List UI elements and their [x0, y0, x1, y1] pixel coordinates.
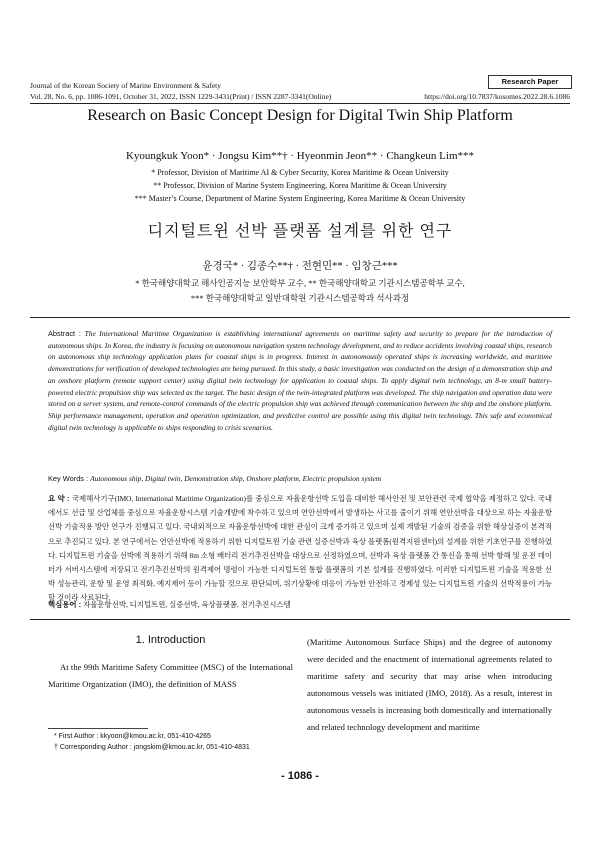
korean-title: 디지털트윈 선박 플랫폼 설계를 위한 연구: [147, 223, 453, 240]
footnote-corresponding-author: † Corresponding Author : jongskim@kmou.ac.kr, 051-410-4831: [54, 744, 250, 751]
body-rule: [30, 619, 570, 620]
footnote-rule: [48, 728, 148, 729]
header-rule: [30, 103, 570, 104]
abstract: [48, 328, 552, 433]
korean-abstract: [48, 492, 552, 606]
doi-link[interactable]: https://doi.org/10.7837/kosomes.2022.28.6.1086: [424, 92, 570, 101]
korean-abstract-text: 국제해사기구(IMO, International Maritime Organization)를 중심으로 자율운항선박 도입을 대비한 해사안전 및 보안관련 국제 협약을 제정하고 있다. 국내에서도 선급 및 산업체를 중심으로 자율운항시스템 기술개발에 착수하고 있으며 연안선박에서 발생하는 사고를 줄이기 위해 연안선박을 대상으로 하는 자율운항선박 기술적용 방안 연구가 진행되고 있다. 국내외적으로 자율운항선박에 대한 관심이 크게 증가하고 있으며 실제 개발된 기술의 검증을 위한 해상실증이 본격적으로 추진되고 있다. 본 연구에서는 연안선박에 적용하기 위한 디지털트윈 기술 관련 실증선박과 육상 플랫폼(원격지원센터)의 설계를 위한 기초연구를 진행하였다. 디지털트윈 기술을 선박에 적용하기 위해 8m 소형 배터리 전기추진선박을 대상으로 선정하였으며, 선박과 육상 플랫폼 간 통신을 통해 선박 항해 및 운전 데이터가 서버시스템에 저장되고 전기추진선박의 원격제어 명령이 가능한 디지털트윈 통합 플랫폼의 기본 설계를 진행하였다. 이러한 디지털트윈 기술을 적용한 선박 성능관리, 운항 및 운영 최적화, 예지제어 등이 가능할 것으로 판단되며, 위기상황에 대응이 가능한 안전하고 경제성 있는 디지털트윈 기술의 선박적용이 가능할 것이라 사료된다.: [48, 494, 553, 603]
keywords-text: Autonomous ship, Digital twin, Demonstration ship, Onshore platform, Electric propulsion system: [90, 474, 382, 483]
affiliation-2: ** Professor, Division of Marine System Engineering, Korea Maritime & Ocean University: [153, 181, 447, 190]
section-heading: 1. Introduction: [135, 634, 206, 646]
body-column-left: [48, 659, 293, 693]
affiliation-1: * Professor, Division of Maritime AI & Cyber Security, Korea Maritime & Ocean University: [151, 168, 449, 177]
korean-keywords-label: 핵심용어 :: [48, 600, 84, 609]
journal-citation: Vol. 28, No. 6, pp. 1086-1091, October 31, 2022, ISSN 1229-3431(Print) / ISSN 2287-3341(Online): [30, 92, 332, 101]
korean-affiliation-1: * 한국해양대학교 해사인공지능 보안학부 교수, ** 한국해양대학교 기관시스템공학부 교수,: [135, 278, 465, 288]
research-paper-badge: Research Paper: [488, 75, 572, 89]
page-number: - 1086 -: [281, 770, 319, 782]
korean-author-list: 윤경국* · 김종수**† · 전현민** · 임창근***: [202, 261, 398, 272]
section-rule: [30, 317, 570, 318]
korean-keywords-text: 자율운항선박, 디지털트윈, 실증선박, 육상플랫폼, 전기추진시스템: [83, 600, 291, 609]
footnote-first-author: * First Author : kkyoon@kmou.ac.kr, 051-410-4265: [54, 733, 211, 740]
body-column-right: (Maritime Autonomous Surface Ships) and the degree of autonomy were decided and the enactment of international agreements related to maritime safety and security that may arise when introducing autonomous vessels was initiated (IMO, 2018). As a result, interest in autonomous vessels is increasing both domestically and internationally and related technology development and maritime: [307, 637, 552, 732]
korean-abstract-label: 요 약 :: [48, 494, 72, 503]
abstract-text: The International Maritime Organization is establishing international agreements on maritime safety and security to prepare for the introduction of autonomous ships. In Korea, the industry is focusing on autonomous navigation system technology development, and to reduce accidents involving coastal ships, research on autonomous ship technology application plans for coastal ships is in progress. Interest in autonomously operated ships is increasing worldwide, and maritime demonstrations for verification of developed technologies are being pursued. In this study, a basic investigation was conducted on the design of a demonstration ship and an onshore platform (remote support center) using digital twin technology for application to coastal ships. To apply digital twin technology, an 8-m small battery-powered electric propulsion ship was selected as the target. The basic design of the twin-integrated platform was developed. The ship navigation and operation data were stored on a server system, and remote-control commands of the electric propulsion ship was achieved through communication between the ship and the onshore platform. Ship performance management, operation and operation optimization, and predictive control are possible using this digital twin technology. This safe and economical digital twin technology is applicable to ships responding to crisis scenarios.: [48, 329, 552, 432]
keywords-label: Key Words :: [48, 474, 91, 483]
keywords: [48, 474, 552, 483]
affiliation-3: *** Master’s Course, Department of Marine System Engineering, Korea Maritime & Ocean University: [134, 194, 466, 203]
body-paragraph-left: At the 99th Maritime Safety Committee (MSC) of the International Maritime Organization (IMO), the definition of MASS: [48, 662, 293, 689]
korean-affiliation-2: *** 한국해양대학교 일반대학원 기관시스템공학과 석사과정: [190, 293, 410, 303]
author-list: Kyoungkuk Yoon* · Jongsu Kim**† · Hyeonmin Jeon** · Changkeun Lim***: [125, 150, 475, 162]
abstract-label: Abstract :: [48, 329, 85, 338]
journal-header: [30, 80, 430, 102]
paper-title: Research on Basic Concept Design for Digital Twin Ship Platform: [87, 107, 513, 124]
korean-keywords: [48, 599, 552, 610]
journal-name: Journal of the Korean Society of Marine Environment & Safety: [30, 81, 221, 90]
